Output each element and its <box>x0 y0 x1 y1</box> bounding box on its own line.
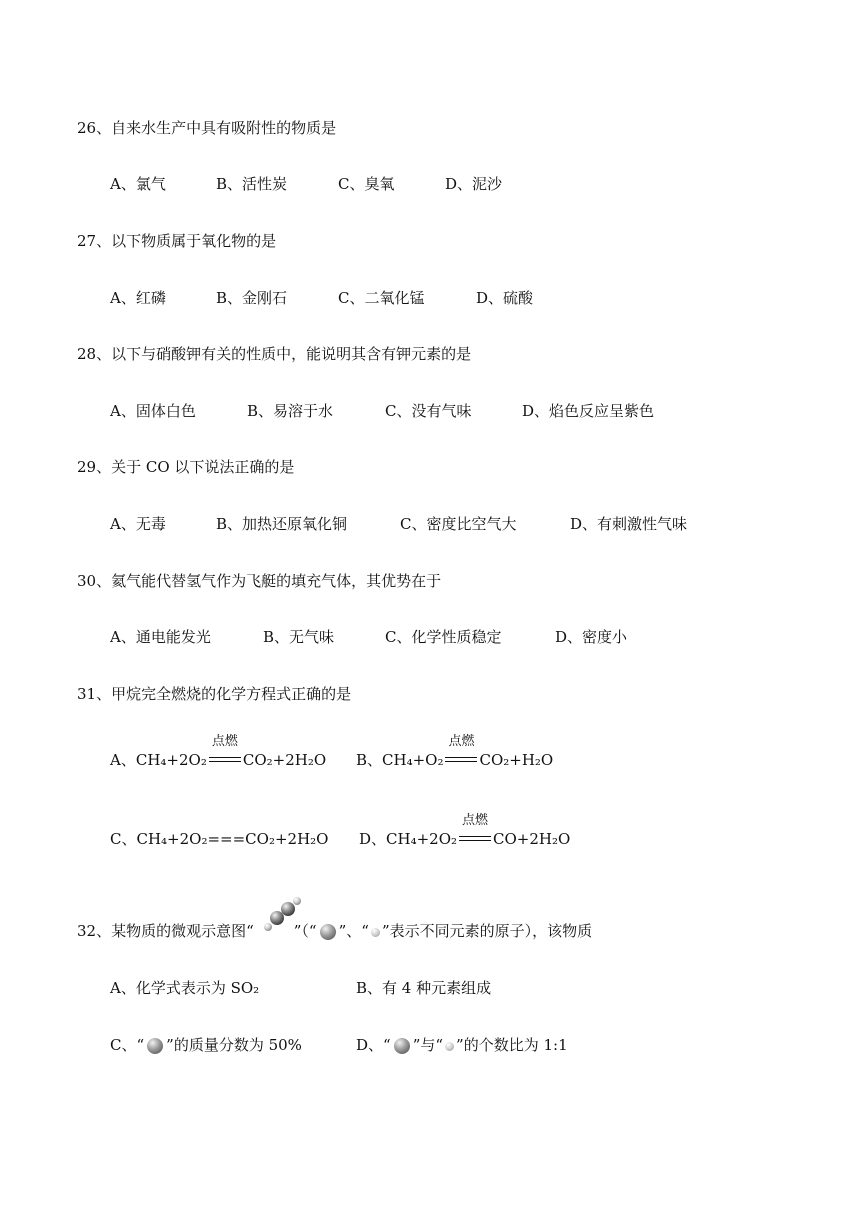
q31-option-b <box>356 734 554 770</box>
q31-c-prefix: C、 <box>110 830 137 848</box>
small-atom-icon <box>445 1042 454 1051</box>
q27-option-a: A、红磷 <box>110 289 166 307</box>
q32-d-text-3: ”的个数比为 1:1 <box>456 1036 568 1054</box>
question-26: 26、自来水生产中具有吸附性的物质是 <box>77 119 337 137</box>
q31-d-prefix: D、 <box>359 830 387 848</box>
small-atom-icon <box>371 928 380 937</box>
q28-option-a: A、固体白色 <box>110 402 196 420</box>
q32-c-text-1: C、“ <box>110 1036 145 1054</box>
q32-option-c <box>110 1035 302 1055</box>
equals-sign <box>209 757 241 762</box>
q27-option-d: D、硫酸 <box>476 289 534 307</box>
equals-sign <box>445 757 477 762</box>
question-29: 29、关于 CO 以下说法正确的是 <box>77 458 295 476</box>
large-atom-icon <box>320 924 336 940</box>
q26-option-b: B、活性炭 <box>216 175 288 193</box>
q29-option-a: A、无毒 <box>110 515 166 533</box>
q28-option-c: C、没有气味 <box>385 402 472 420</box>
q26-option-d: D、泥沙 <box>445 175 503 193</box>
q31-a-condition <box>208 734 242 770</box>
q27-option-c: C、二氧化锰 <box>338 289 425 307</box>
q31-option-d <box>359 813 571 849</box>
q29-option-b: B、加热还原氧化铜 <box>216 515 348 533</box>
q31-b-rhs: CO₂+H₂O <box>479 751 554 769</box>
q32-text-1: 32、某物质的微观示意图“ <box>77 922 254 940</box>
q31-b-condition <box>444 734 478 770</box>
q29-option-d: D、有刺激性气味 <box>570 515 688 533</box>
question-28: 28、以下与硝酸钾有关的性质中，能说明其含有钾元素的是 <box>77 345 472 363</box>
q32-text-2: ”（“ <box>293 922 317 940</box>
q32-option-a: A、化学式表示为 SO₂ <box>110 979 260 997</box>
q26-option-c: C、臭氧 <box>338 175 395 193</box>
q32-option-d <box>356 1035 568 1055</box>
q31-a-rhs: CO₂+2H₂O <box>242 751 327 769</box>
question-27: 27、以下物质属于氧化物的是 <box>77 232 277 250</box>
q32-c-text-2: ”的质量分数为 50% <box>166 1036 302 1054</box>
q30-option-a: A、通电能发光 <box>110 628 211 646</box>
q30-option-d: D、密度小 <box>555 628 628 646</box>
q30-option-b: B、无气味 <box>263 628 335 646</box>
large-atom-icon <box>394 1038 410 1054</box>
ignite-label: 点燃 <box>211 734 238 749</box>
q32-text-3: ”、“ <box>338 922 369 940</box>
molecule-diagram-icon <box>262 896 304 934</box>
q31-b-prefix: B、 <box>356 751 383 769</box>
q31-d-lhs: CH₄+2O₂ <box>386 830 458 848</box>
q29-option-c: C、密度比空气大 <box>400 515 517 533</box>
q32-d-text-1: D、“ <box>356 1036 391 1054</box>
q27-option-b: B、金刚石 <box>216 289 288 307</box>
q30-option-c: C、化学性质稳定 <box>385 628 502 646</box>
q31-a-lhs: CH₄+2O₂ <box>135 751 207 769</box>
ignite-label: 点燃 <box>448 734 475 749</box>
ignite-label: 点燃 <box>462 813 489 828</box>
q28-option-b: B、易溶于水 <box>247 402 334 420</box>
question-31: 31、甲烷完全燃烧的化学方程式正确的是 <box>77 685 352 703</box>
q31-option-a <box>110 734 327 770</box>
q31-b-lhs: CH₄+O₂ <box>382 751 444 769</box>
q32-text-4: ”表示不同元素的原子），该物质 <box>381 922 593 940</box>
q32-d-text-2: ”与“ <box>412 1036 444 1054</box>
question-32 <box>77 921 592 941</box>
q31-d-rhs: CO+2H₂O <box>493 830 571 848</box>
large-atom-icon <box>147 1038 163 1054</box>
q26-option-a: A、氯气 <box>110 175 166 193</box>
q31-c-equation: CH₄+2O₂===CO₂+2H₂O <box>136 830 329 848</box>
q32-option-b: B、有 4 种元素组成 <box>356 979 492 997</box>
q31-d-condition <box>458 813 492 849</box>
q31-a-prefix: A、 <box>110 751 136 769</box>
equals-sign <box>459 836 491 841</box>
q31-option-c <box>110 829 328 849</box>
q28-option-d: D、焰色反应呈紫色 <box>522 402 655 420</box>
question-30: 30、氦气能代替氢气作为飞艇的填充气体，其优势在于 <box>77 572 442 590</box>
